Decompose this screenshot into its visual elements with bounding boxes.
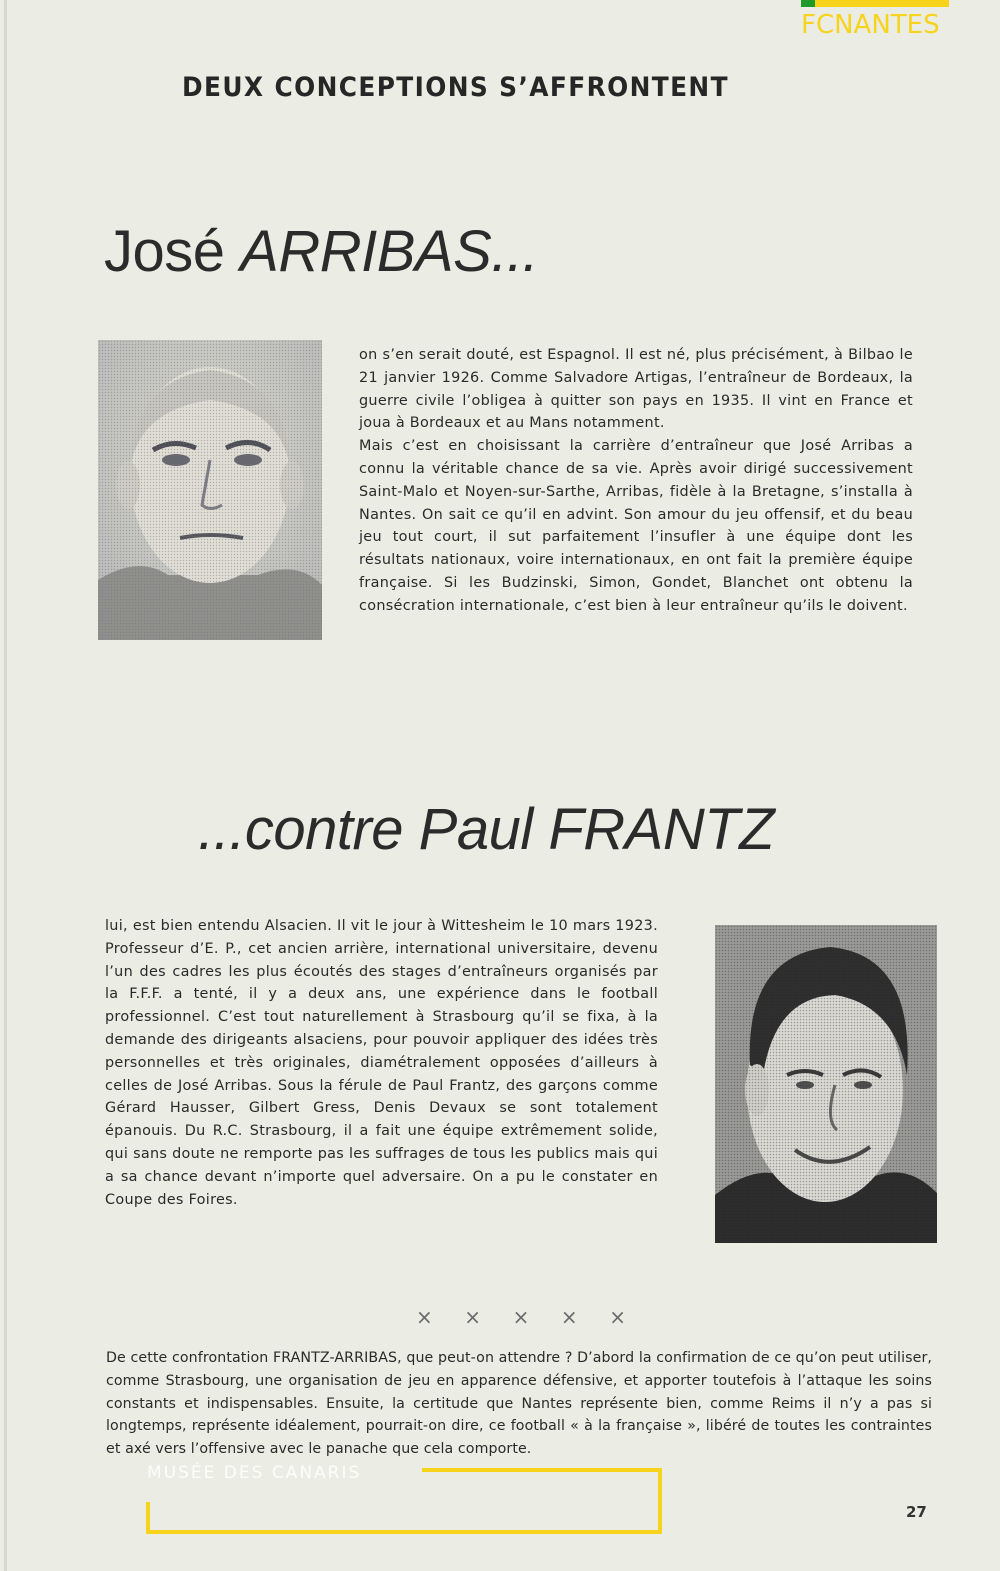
title1-first: José	[104, 219, 225, 284]
arribas-paragraph-2: Mais c’est en choisissant la carrière d’entraîneur que José Arribas a connu la véritable chance de sa vie. Après avoir dirigé successivement Saint-Malo et Noyen-sur-Sarthe, Arribas, fidèle à la Bretagne, s’installa à Nantes. On sait ce qu’il en advint. Son amour du jeu offensif, et du beau jeu tout court, il sut parfaitement l’insufler à une équipe dont les résultats nationaux, voire internationaux, en ont fait la première équipe française. Si les Budzinski, Simon, Gondet, Blanchet ont obtenu la consécration internationale, c’est bien à leur entraîneur qu’ils le doivent.	[359, 438, 913, 614]
separator-mark: ×	[609, 1305, 626, 1329]
watermark-frame-top	[422, 1468, 662, 1472]
brand-bar-yellow	[815, 0, 949, 7]
brand-logo-text: FCNANTES	[801, 10, 940, 40]
conclusion-paragraph: De cette confrontation FRANTZ-ARRIBAS, que peut-on attendre ? D’abord la confirmation de ce qu’on peut utiliser, comme Strasbourg, une organisation de jeu en apparence défensive, et apporter toutefois à l’attaque les soins constants et indispensables. Ensuite, la certitude que Nantes représente bien, comme Reims il n’y a pas si longtemps, représente idéalement, pourrait-on dire, ce football « à la française », libéré de toutes les contraintes et axé vers l’offensive avec le panache que cela comporte.	[106, 1350, 932, 1458]
arribas-biography	[359, 344, 913, 618]
frantz-biography: lui, est bien entendu Alsacien. Il vit le jour à Wittesheim le 10 mars 1923. Professeur d’E. P., cet ancien arrière, international universitaire, devenu l’un des cadres les plus écoutés des stages d’entraîneurs organisés par la F.F.F. a tenté, il y a deux ans, une expérience dans le football professionnel. C’est tout naturellement à Strasbourg qu’il se fixa, à la demande des dirigeants alsaciens, pour pouvoir appliquer des idées très personnelles et très originales, diamétralement opposées d’ailleurs à celles de José Arribas. Sous la férule de Paul Frantz, des garçons comme Gérard Hausser, Gilbert Gress, Denis Devaux se sont totalement épanouis. Du R.C. Strasbourg, il a fait une équipe extrêmement solide, qui sans doute ne remporte pas les suffrages de tous les publics mais qui a sa chance devant n’importe quel adversaire. On a pu le constater en Coupe des Foires.	[105, 918, 658, 1208]
watermark-text: MUSÉE DES CANARIS	[147, 1463, 362, 1483]
photo-paul-frantz	[715, 925, 937, 1243]
title-jose-arribas	[104, 218, 538, 285]
title1-last: ARRIBAS...	[240, 219, 539, 284]
separator-mark: ×	[416, 1305, 433, 1329]
separator-mark: ×	[560, 1305, 578, 1329]
article-kicker: DEUX CONCEPTIONS S’AFFRONTENT	[182, 72, 729, 103]
separator-mark: ×	[512, 1305, 530, 1329]
page-binding-edge	[4, 0, 7, 1571]
photo-jose-arribas	[98, 340, 322, 640]
brand-color-bar	[801, 0, 949, 7]
arribas-paragraph-1: on s’en serait douté, est Espagnol. Il est né, plus précisément, à Bilbao le 21 janvier 1926. Comme Salvadore Artigas, l’entraîneur de Bordeaux, la guerre civile l’obligea à quitter son pays en 1935. Il vint en France et joua à Bordeaux et au Mans notamment.	[359, 347, 913, 432]
page-number: 27	[906, 1503, 927, 1521]
section-separator	[416, 1305, 626, 1329]
title-paul-frantz: ...contre Paul FRANTZ	[198, 797, 775, 862]
brand-bar-green	[801, 0, 815, 7]
separator-mark: ×	[464, 1305, 482, 1329]
